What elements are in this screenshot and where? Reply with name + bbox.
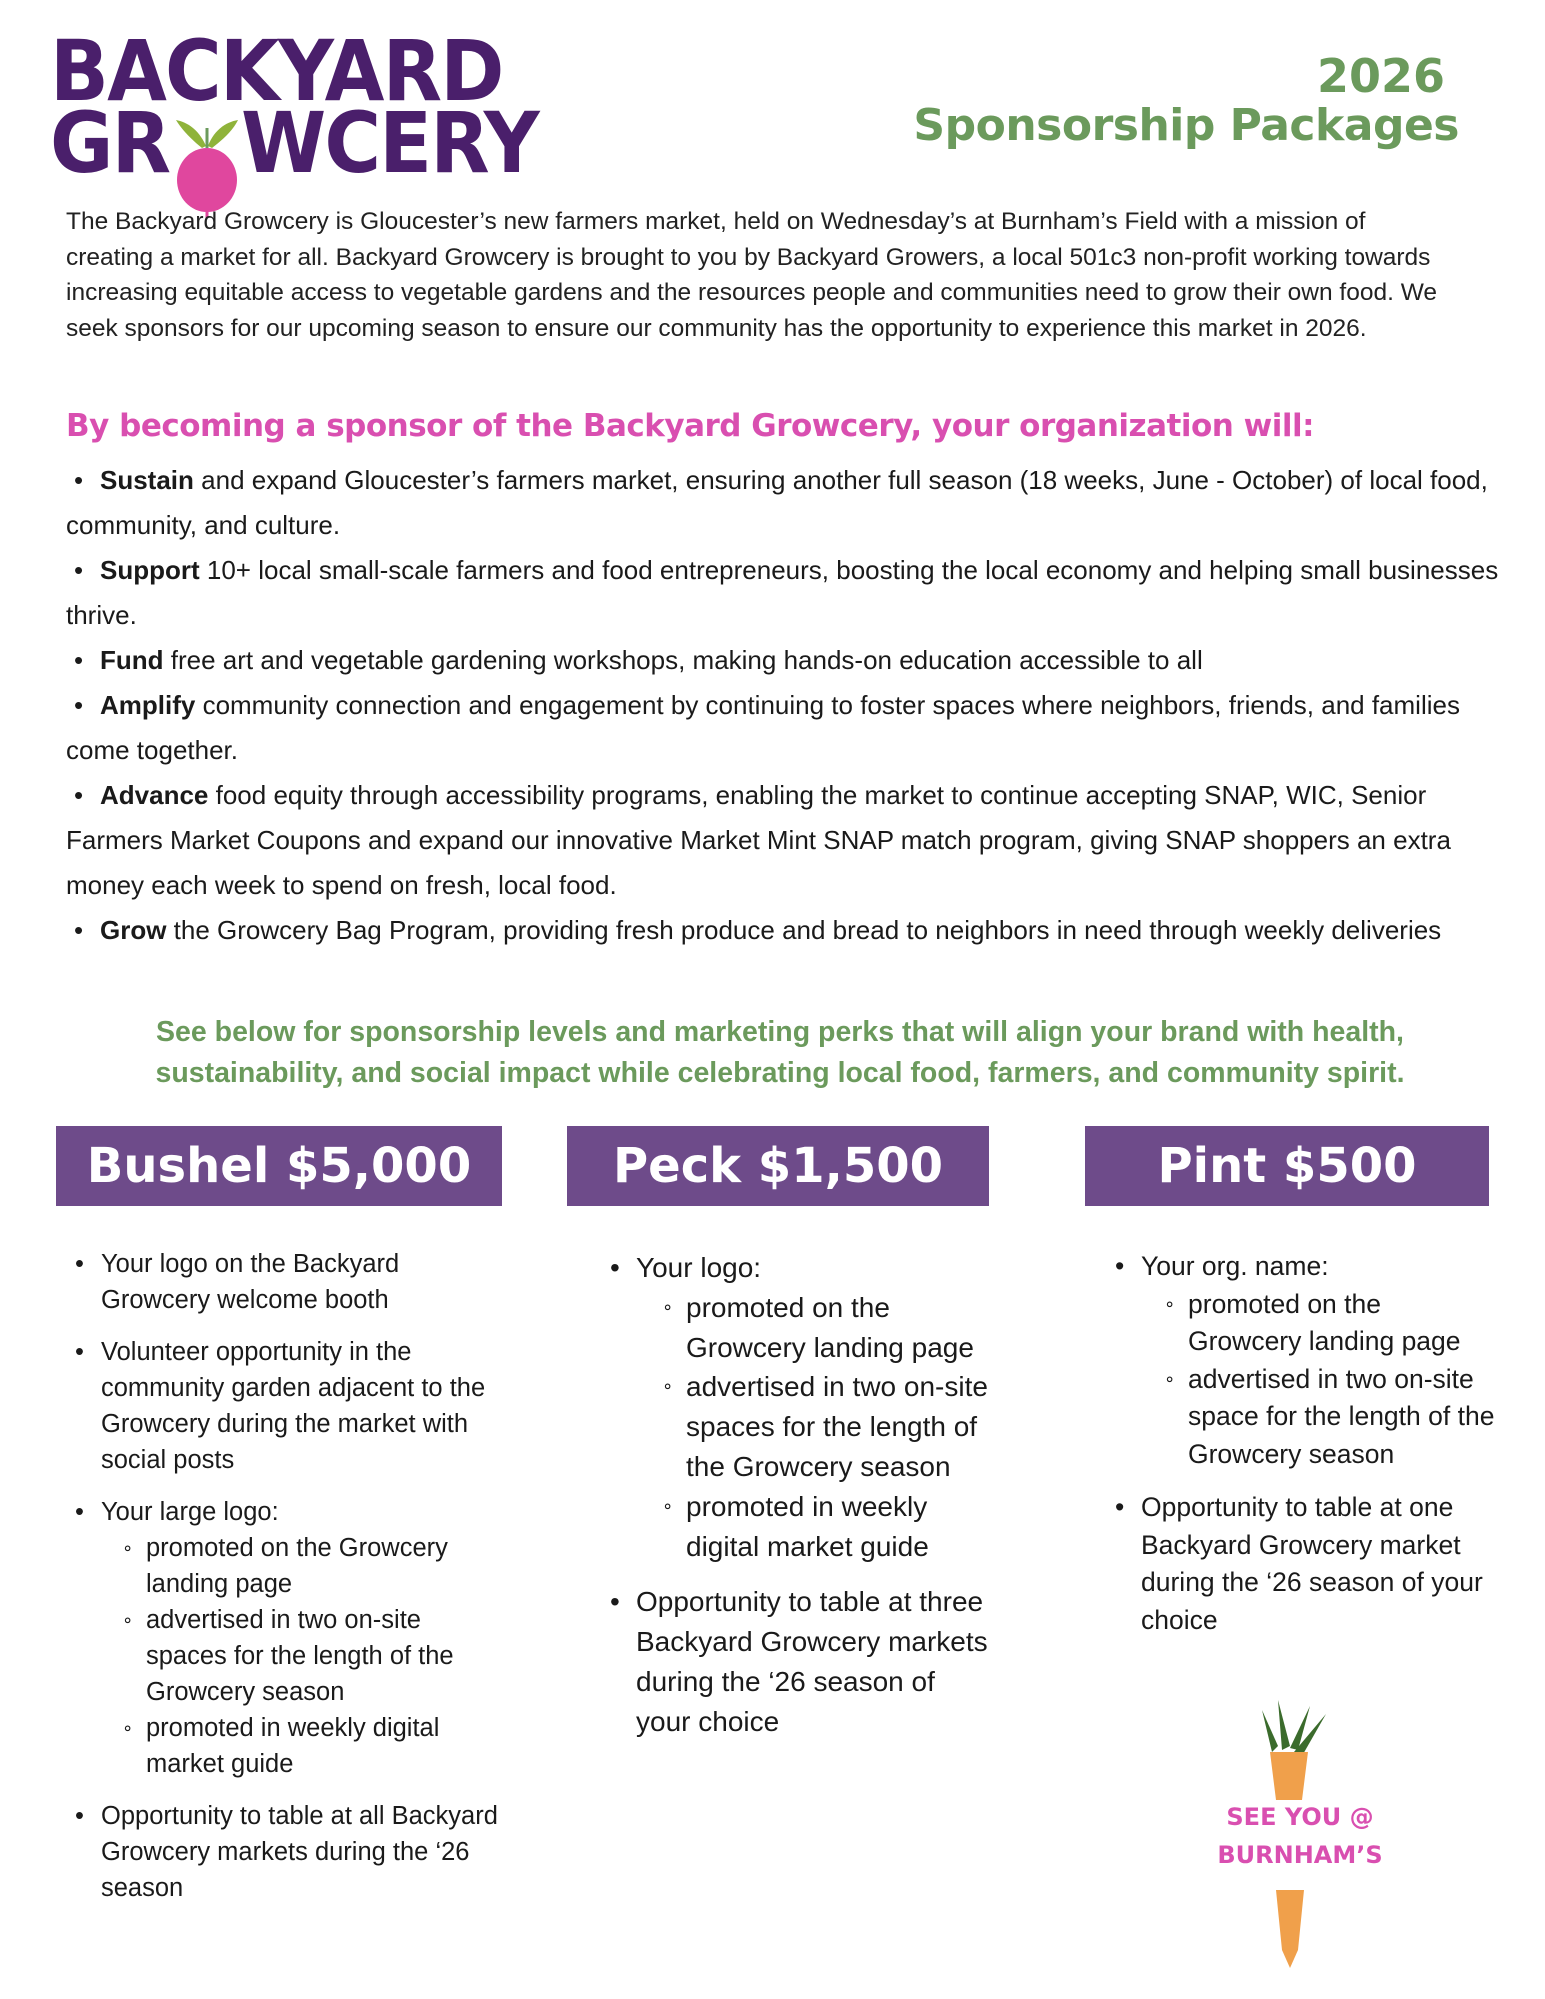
benefits-heading: By becoming a sponsor of the Backyard Growcery, your organization will: [66, 408, 1315, 444]
perk-subitem: ∘ promoted on the Growcery landing page [122, 1534, 448, 1598]
perk-sublist [636, 1288, 996, 1567]
benefit-item: • Sustain and expand Gloucester’s farmers market, ensuring another full season (18 weeks, June - October) of local food, community, and culture. [66, 465, 1488, 540]
perk-subitem: ∘ promoted in weekly digital market guide [662, 1490, 929, 1562]
perk-subitem: ∘ promoted on the Growcery landing page [1164, 1288, 1461, 1356]
perk-subitem: ∘ promoted in weekly digital market guide [122, 1714, 440, 1778]
carrot-icon [1190, 1700, 1410, 1970]
perk-sublist [1141, 1286, 1501, 1474]
benefit-item: • Grow the Growcery Bag Program, providing fresh produce and bread to neighbors in need through weekly deliveries [74, 915, 1442, 945]
perk-item: • Your org. name: ∘ promoted on the Growcery landing page ∘ advertised in two on-site space for the length of the Growcery season [1141, 1248, 1501, 1473]
peck-perks [610, 1248, 996, 1758]
perk-sublist [101, 1530, 501, 1782]
perk-subitem: ∘ advertised in two on-site space for the length of the Growcery season [1164, 1363, 1495, 1469]
perk-item: • Your logo on the Backyard Growcery welcome booth [75, 1250, 400, 1314]
beet-icon [168, 118, 246, 218]
bushel-perks [75, 1246, 501, 1922]
logo-line-2 [50, 94, 538, 192]
logo-line-2-end: WCERY [241, 94, 538, 192]
perk-item: • Opportunity to table at three Backyard Growcery markets during the ‘26 season of your choice [610, 1586, 988, 1737]
perk-item: • Volunteer opportunity in the community garden adjacent to the Growcery during the market with social posts [75, 1338, 486, 1474]
year: 2026 [1316, 49, 1445, 103]
backyard-growcery-logo [50, 22, 538, 192]
benefit-item: • Support 10+ local small-scale farmers and food entrepreneurs, boosting the local economy and helping small businesses thrive. [66, 555, 1499, 630]
tier-pint-header: Pint $500 [1085, 1126, 1489, 1206]
benefit-item: • Advance food equity through accessibility programs, enabling the market to continue accepting SNAP, WIC, Senior Farmers Market Coupons and expand our innovative Market Mint SNAP match program, giving SNAP shoppers an extra money each week to spend on fresh, local food. [66, 780, 1451, 900]
carrot-text-line-1: SEE YOU @ [1226, 1803, 1374, 1831]
perk-subitem: ∘ promoted on the Growcery landing page [662, 1291, 974, 1363]
benefits-list [66, 458, 1506, 953]
pint-perks [1115, 1248, 1501, 1655]
benefit-item: • Amplify community connection and engagement by continuing to foster spaces where neighbors, friends, and families come together. [66, 690, 1460, 765]
benefit-item: • Fund free art and vegetable gardening workshops, making hands-on education accessible to all [74, 645, 1203, 675]
perk-item: • Your large logo: ∘ promoted on the Growcery landing page ∘ advertised in two on-site spaces for the length of the Growcery season ∘ promoted in weekly digital market guide [101, 1494, 501, 1782]
perk-subitem: ∘ advertised in two on-site spaces for the length of the Growcery season [122, 1606, 454, 1706]
perk-item: • Your logo: ∘ promoted on the Growcery landing page ∘ advertised in two on-site spaces for the length of the Growcery season ∘ promoted in weekly digital market guide [636, 1248, 996, 1566]
tier-peck-header: Peck $1,500 [567, 1126, 989, 1206]
tier-bushel-header: Bushel $5,000 [56, 1126, 502, 1206]
logo-line-2-start: GR [50, 94, 170, 192]
perk-item: • Opportunity to table at one Backyard Growcery market during the ‘26 season of your choice [1115, 1492, 1483, 1635]
perk-item: • Opportunity to table at all Backyard Growcery markets during the ‘26 season [75, 1802, 498, 1902]
carrot-text-line-2: BURNHAM’S [1217, 1841, 1383, 1869]
page-title: Sponsorship Packages [913, 100, 1459, 151]
call-to-action: See below for sponsorship levels and marketing perks that will align your brand with health, sustainability, and social impact while celebrating local food, farmers, and community spirit. [155, 1016, 1405, 1089]
perk-subitem: ∘ advertised in two on-site spaces for the length of the Growcery season [662, 1371, 988, 1482]
logo-line-1: BACKYARD [50, 22, 503, 120]
intro-paragraph: The Backyard Growcery is Gloucester’s new farmers market, held on Wednesday’s at Burnham’s Field with a mission of creating a market for all. Backyard Growcery is brought to you by Backyard Growers, a local 501c3 non-profit working towards increasing equitable access to vegetable gardens and the resources people and communities need to grow their own food. We seek sponsors for our upcoming season to ensure our community has the opportunity to experience this market in 2026. [66, 208, 1438, 342]
